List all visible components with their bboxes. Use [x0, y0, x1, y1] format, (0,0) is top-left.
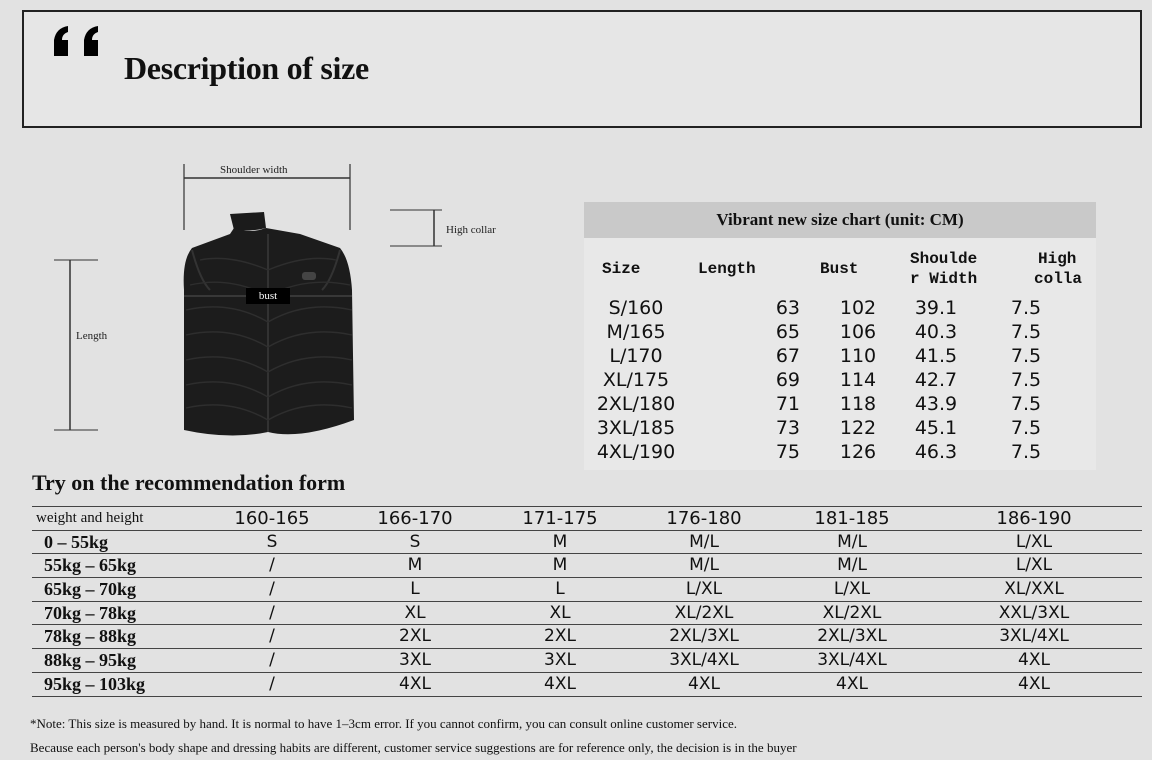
- size-chart-size-cell: XL/175: [602, 369, 670, 391]
- size-chart-size-cell: M/165: [606, 321, 666, 343]
- size-chart-value-cell: 75: [775, 441, 800, 463]
- note-line-2: Because each person's body shape and dressing habits are different, customer service suggestions are for reference only, the decision is in the buyer: [30, 740, 797, 755]
- size-chart-size-cell: 4XL/190: [596, 441, 676, 463]
- vest-diagram: [50, 150, 550, 450]
- size-recommendation-cell: /: [204, 601, 340, 625]
- size-chart-size-cell: 3XL/185: [596, 417, 676, 439]
- size-recommendation-cell: L/XL: [926, 530, 1142, 554]
- size-recommendation-cell: 3XL/4XL: [926, 625, 1142, 649]
- collar-header-1: High: [1038, 250, 1077, 268]
- recommendation-row: [32, 578, 1142, 602]
- size-chart-value-cell: 7.5: [1010, 369, 1042, 391]
- size-recommendation-cell: M/L: [778, 554, 926, 578]
- size-recommendation-cell: L/XL: [926, 554, 1142, 578]
- size-chart-value-cell: 7.5: [1010, 417, 1042, 439]
- recommendation-row: [32, 530, 1142, 554]
- size-recommendation-cell: 2XL: [340, 625, 490, 649]
- recommendation-title: Try on the recommendation form: [32, 470, 346, 495]
- recommendation-table: [32, 506, 1142, 697]
- size-chart-value-cell: 65: [775, 321, 800, 343]
- size-recommendation-cell: L: [340, 578, 490, 602]
- size-chart-value-cell: 42.7: [914, 369, 958, 391]
- size-chart-value-cell: 39.1: [914, 297, 958, 319]
- size-chart: [584, 202, 1096, 472]
- size-chart-value-cell: 106: [839, 321, 877, 343]
- size-chart-value-cell: 41.5: [914, 345, 958, 367]
- recommendation-row: [32, 554, 1142, 578]
- size-recommendation-cell: 4XL: [630, 672, 778, 696]
- recommendation-header-row: [32, 507, 1142, 531]
- size-recommendation-cell: 4XL: [340, 672, 490, 696]
- size-recommendation-cell: 3XL/4XL: [778, 649, 926, 673]
- size-chart-value-cell: 7.5: [1010, 345, 1042, 367]
- size-chart-value-cell: 63: [775, 297, 800, 319]
- size-chart-value-cell: 7.5: [1010, 297, 1042, 319]
- height-range-header: 171-175: [490, 507, 630, 531]
- weight-range-cell: 65kg – 70kg: [32, 578, 204, 602]
- size-recommendation-cell: XL/2XL: [630, 601, 778, 625]
- collar-header-2: colla: [1034, 270, 1083, 288]
- size-header: Size: [602, 260, 641, 278]
- size-recommendation-cell: 4XL: [926, 672, 1142, 696]
- size-chart-size-cell: S/160: [608, 297, 664, 319]
- size-recommendation-cell: M/L: [778, 530, 926, 554]
- size-recommendation-cell: XL: [340, 601, 490, 625]
- size-recommendation-cell: 4XL: [490, 672, 630, 696]
- weight-range-cell: 95kg – 103kg: [32, 672, 204, 696]
- size-recommendation-cell: L/XL: [778, 578, 926, 602]
- size-recommendation-cell: S: [204, 530, 340, 554]
- recommendation-row: [32, 672, 1142, 696]
- size-recommendation-cell: M: [490, 530, 630, 554]
- size-chart-value-cell: 7.5: [1010, 441, 1042, 463]
- high-collar-label: High collar: [446, 224, 496, 236]
- bust-header: Bust: [820, 260, 859, 278]
- recommendation-row: [32, 625, 1142, 649]
- size-chart-value-cell: 118: [839, 393, 877, 415]
- recommendation-row: [32, 601, 1142, 625]
- weight-range-cell: 70kg – 78kg: [32, 601, 204, 625]
- size-chart-body: [584, 238, 1096, 470]
- size-recommendation-cell: 3XL: [490, 649, 630, 673]
- quote-icon: [50, 24, 110, 64]
- size-recommendation-cell: /: [204, 625, 340, 649]
- size-chart-value-cell: 67: [775, 345, 800, 367]
- size-recommendation-cell: XXL/3XL: [926, 601, 1142, 625]
- size-chart-value-cell: 45.1: [914, 417, 958, 439]
- size-chart-value-cell: 43.9: [914, 393, 958, 415]
- size-recommendation-cell: M/L: [630, 554, 778, 578]
- height-range-header: 181-185: [778, 507, 926, 531]
- size-recommendation-cell: 4XL: [778, 672, 926, 696]
- weight-height-header: weight and height: [32, 507, 204, 531]
- size-recommendation-cell: /: [204, 672, 340, 696]
- size-recommendation-cell: 3XL/4XL: [630, 649, 778, 673]
- height-range-header: 176-180: [630, 507, 778, 531]
- size-chart-size-cell: 2XL/180: [596, 393, 676, 415]
- size-recommendation-cell: XL/XXL: [926, 578, 1142, 602]
- header-box: [22, 10, 1142, 128]
- size-chart-value-cell: 73: [775, 417, 800, 439]
- size-recommendation-cell: L/XL: [630, 578, 778, 602]
- size-recommendation-cell: M: [340, 554, 490, 578]
- size-chart-value-cell: 102: [839, 297, 877, 319]
- size-recommendation-cell: M: [490, 554, 630, 578]
- size-chart-value-cell: 126: [839, 441, 877, 463]
- size-chart-value-cell: 122: [839, 417, 877, 439]
- page-title: Description of size: [124, 50, 369, 86]
- bust-label: bust: [246, 288, 290, 304]
- size-chart-value-cell: 71: [775, 393, 800, 415]
- size-chart-value-cell: 46.3: [914, 441, 958, 463]
- shoulder-header-1: Shoulde: [910, 250, 978, 268]
- size-recommendation-cell: /: [204, 649, 340, 673]
- size-recommendation-cell: S: [340, 530, 490, 554]
- weight-range-cell: 78kg – 88kg: [32, 625, 204, 649]
- length-header: Length: [698, 260, 756, 278]
- note-line-1: *Note: This size is measured by hand. It is normal to have 1–3cm error. If you cannot confirm, you can consult online customer service.: [30, 716, 737, 731]
- size-chart-value-cell: 110: [839, 345, 877, 367]
- size-chart-value-cell: 40.3: [914, 321, 958, 343]
- vest-illustration: [50, 150, 550, 450]
- size-chart-value-cell: 69: [775, 369, 800, 391]
- size-chart-value-cell: 114: [839, 369, 877, 391]
- size-recommendation-cell: L: [490, 578, 630, 602]
- shoulder-header-2: r Width: [910, 270, 978, 288]
- weight-range-cell: 55kg – 65kg: [32, 554, 204, 578]
- size-chart-value-cell: 7.5: [1010, 393, 1042, 415]
- size-recommendation-cell: 4XL: [926, 649, 1142, 673]
- height-range-header: 166-170: [340, 507, 490, 531]
- size-recommendation-cell: M/L: [630, 530, 778, 554]
- length-label: Length: [76, 330, 108, 342]
- size-recommendation-cell: XL: [490, 601, 630, 625]
- size-chart-size-cell: L/170: [609, 345, 663, 367]
- size-recommendation-cell: XL/2XL: [778, 601, 926, 625]
- size-chart-value-cell: 7.5: [1010, 321, 1042, 343]
- size-recommendation-cell: 2XL: [490, 625, 630, 649]
- size-recommendation-cell: 2XL/3XL: [778, 625, 926, 649]
- recommendation-row: [32, 649, 1142, 673]
- height-range-header: 160-165: [204, 507, 340, 531]
- weight-range-cell: 88kg – 95kg: [32, 649, 204, 673]
- size-chart-title: Vibrant new size chart (unit: CM): [584, 202, 1096, 238]
- shoulder-width-label: Shoulder width: [220, 164, 288, 176]
- size-recommendation-cell: 3XL: [340, 649, 490, 673]
- height-range-header: 186-190: [926, 507, 1142, 531]
- size-recommendation-cell: 2XL/3XL: [630, 625, 778, 649]
- weight-range-cell: 0 – 55kg: [32, 530, 204, 554]
- size-recommendation-cell: /: [204, 554, 340, 578]
- size-recommendation-cell: /: [204, 578, 340, 602]
